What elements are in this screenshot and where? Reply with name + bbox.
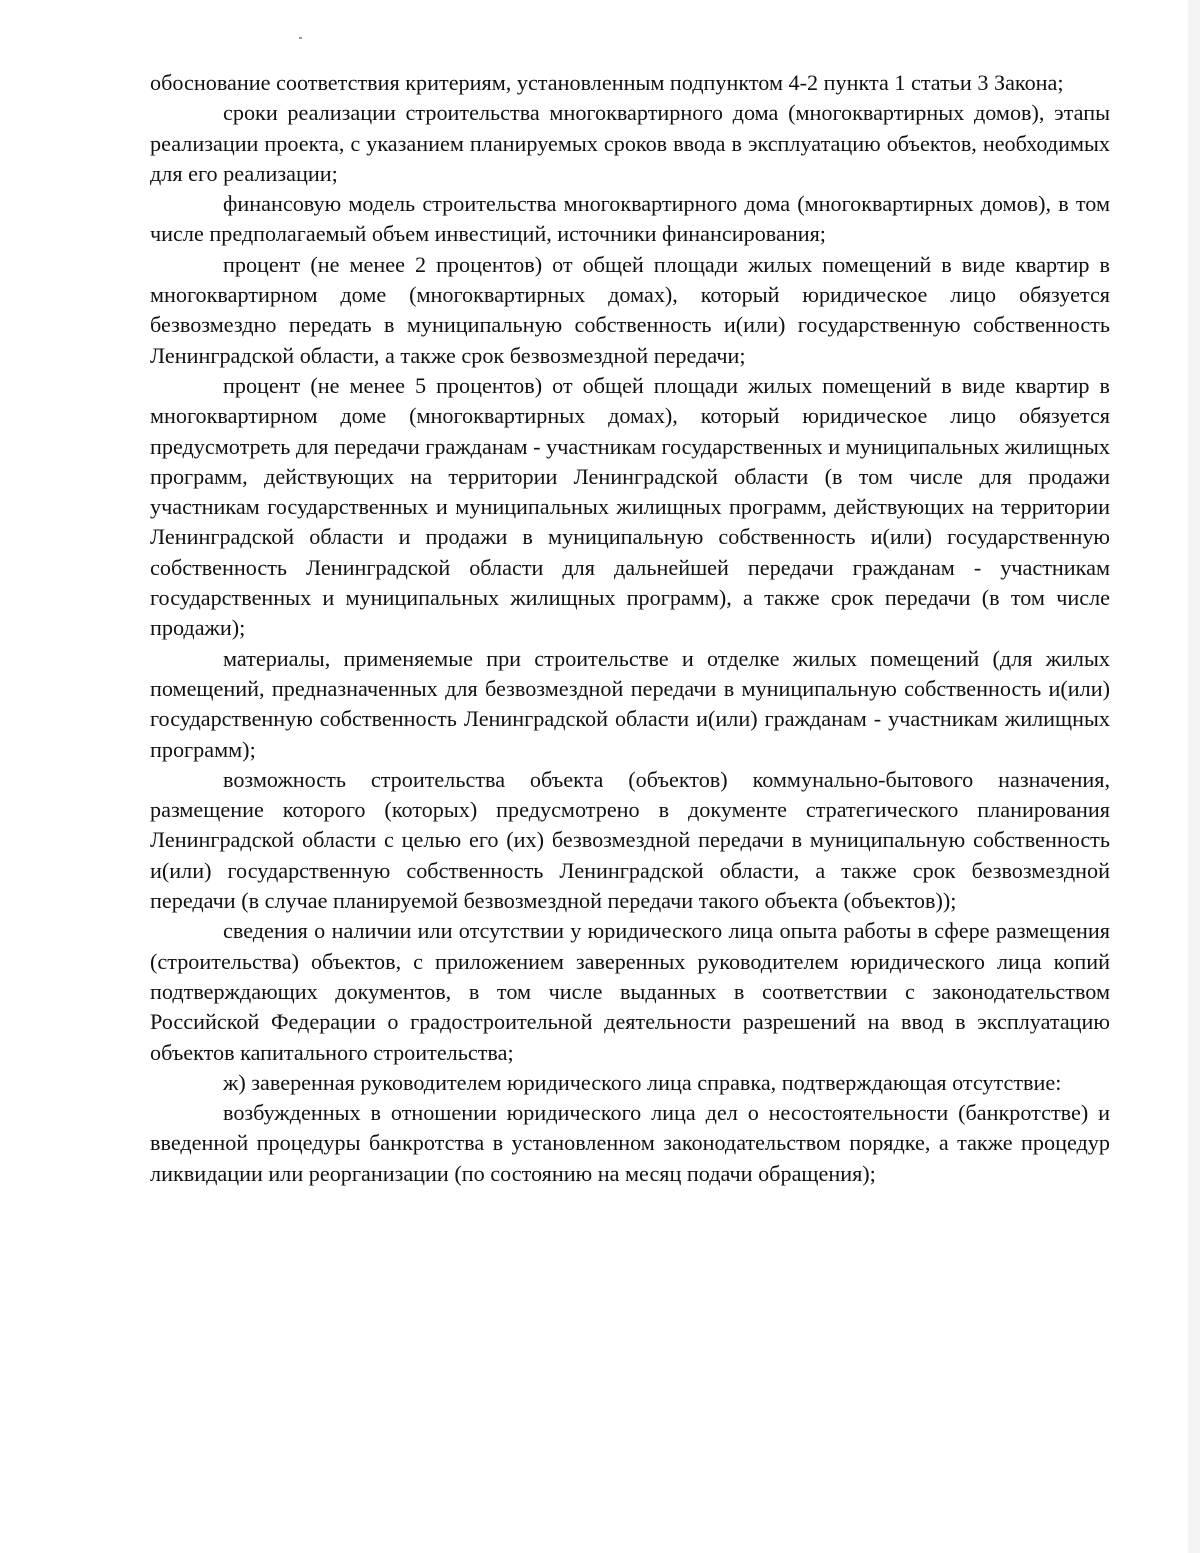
paragraph-bankruptcy-absence: возбужденных в отношении юридического лица дел о несостоятельности (банкротстве) и введенной процедуры банкротства в установленном законодательством порядке, а также процедур ликвидации или реорганизации (по состоянию на месяц подачи обращения);: [150, 1100, 1110, 1186]
paragraph-community-facilities: возможность строительства объекта (объектов) коммунально-бытового назначения, размещение которого (которых) предусмотрено в документе стратегического планирования Ленинградской области с целью его (их) безвозмездной передачи в муниципальную собственность и(или) государственную собственность Ленинградской области, а также срок безвозмездной передачи (в случае планируемой безвозмездной передачи такого объекта (объектов));: [150, 766, 1110, 914]
paragraph-building-materials: материалы, применяемые при строительстве и отделке жилых помещений (для жилых помещений, предназначенных для безвозмездной передачи в муниципальную собственность и(или) государственную собственность Ленинградской области и(или) гражданам - участникам жилищных программ);: [150, 645, 1110, 762]
paragraph-justification-criteria: обоснование соответствия критериям, установленным подпунктом 4-2 пункта 1 статьи 3 Закона;: [150, 70, 1064, 95]
paragraph-free-transfer-percentage: процент (не менее 2 процентов) от общей площади жилых помещений в виде квартир в многоквартирном доме (многоквартирных домах), который юридическое лицо обязуется безвозмездно передать в муниципальную собственность и(или) государственную собственность Ленинградской области, а также срок безвозмездной передачи;: [150, 251, 1110, 368]
paragraph-financial-model: финансовую модель строительства многоквартирного дома (многоквартирных домов), в том числе предполагаемый объем инвестиций, источники финансирования;: [150, 191, 1110, 247]
scan-artifact-dot: [299, 37, 302, 39]
paragraph-implementation-terms: сроки реализации строительства многоквартирного дома (многоквартирных домов), этапы реализации проекта, с указанием планируемых сроков ввода в эксплуатацию объектов, необходимых для его реализации;: [150, 100, 1110, 186]
document-body: [150, 68, 1110, 1189]
paragraph-certificate-item: ж) заверенная руководителем юридического лица справка, подтверждающая отсутствие:: [223, 1069, 1062, 1095]
paragraph-program-participants-percentage: процент (не менее 5 процентов) от общей площади жилых помещений в виде квартир в многоквартирном доме (многоквартирных домах), который юридическое лицо обязуется предусмотреть для передачи гражданам - участникам государственных и муниципальных жилищных программ, действующих на территории Ленинградской области (в том числе для продажи участникам государственных и муниципальных жилищных программ, действующих на территории Ленинградской области и продажи в муниципальную собственность и(или) государственную собственность Ленинградской области для дальнейшей передачи гражданам - участникам государственных и муниципальных жилищных программ), а также срок передачи (в том числе продажи);: [150, 372, 1110, 641]
scan-edge-shadow: [1188, 0, 1200, 1553]
paragraph-work-experience: сведения о наличии или отсутствии у юридического лица опыта работы в сфере размещения (строительства) объектов, с приложением заверенных руководителем юридического лица копий подтверждающих документов, в том числе выданных в соответствии с законодательством Российской Федерации о градостроительной деятельности разрешений на ввод в эксплуатацию объектов капитального строительства;: [150, 918, 1110, 1065]
